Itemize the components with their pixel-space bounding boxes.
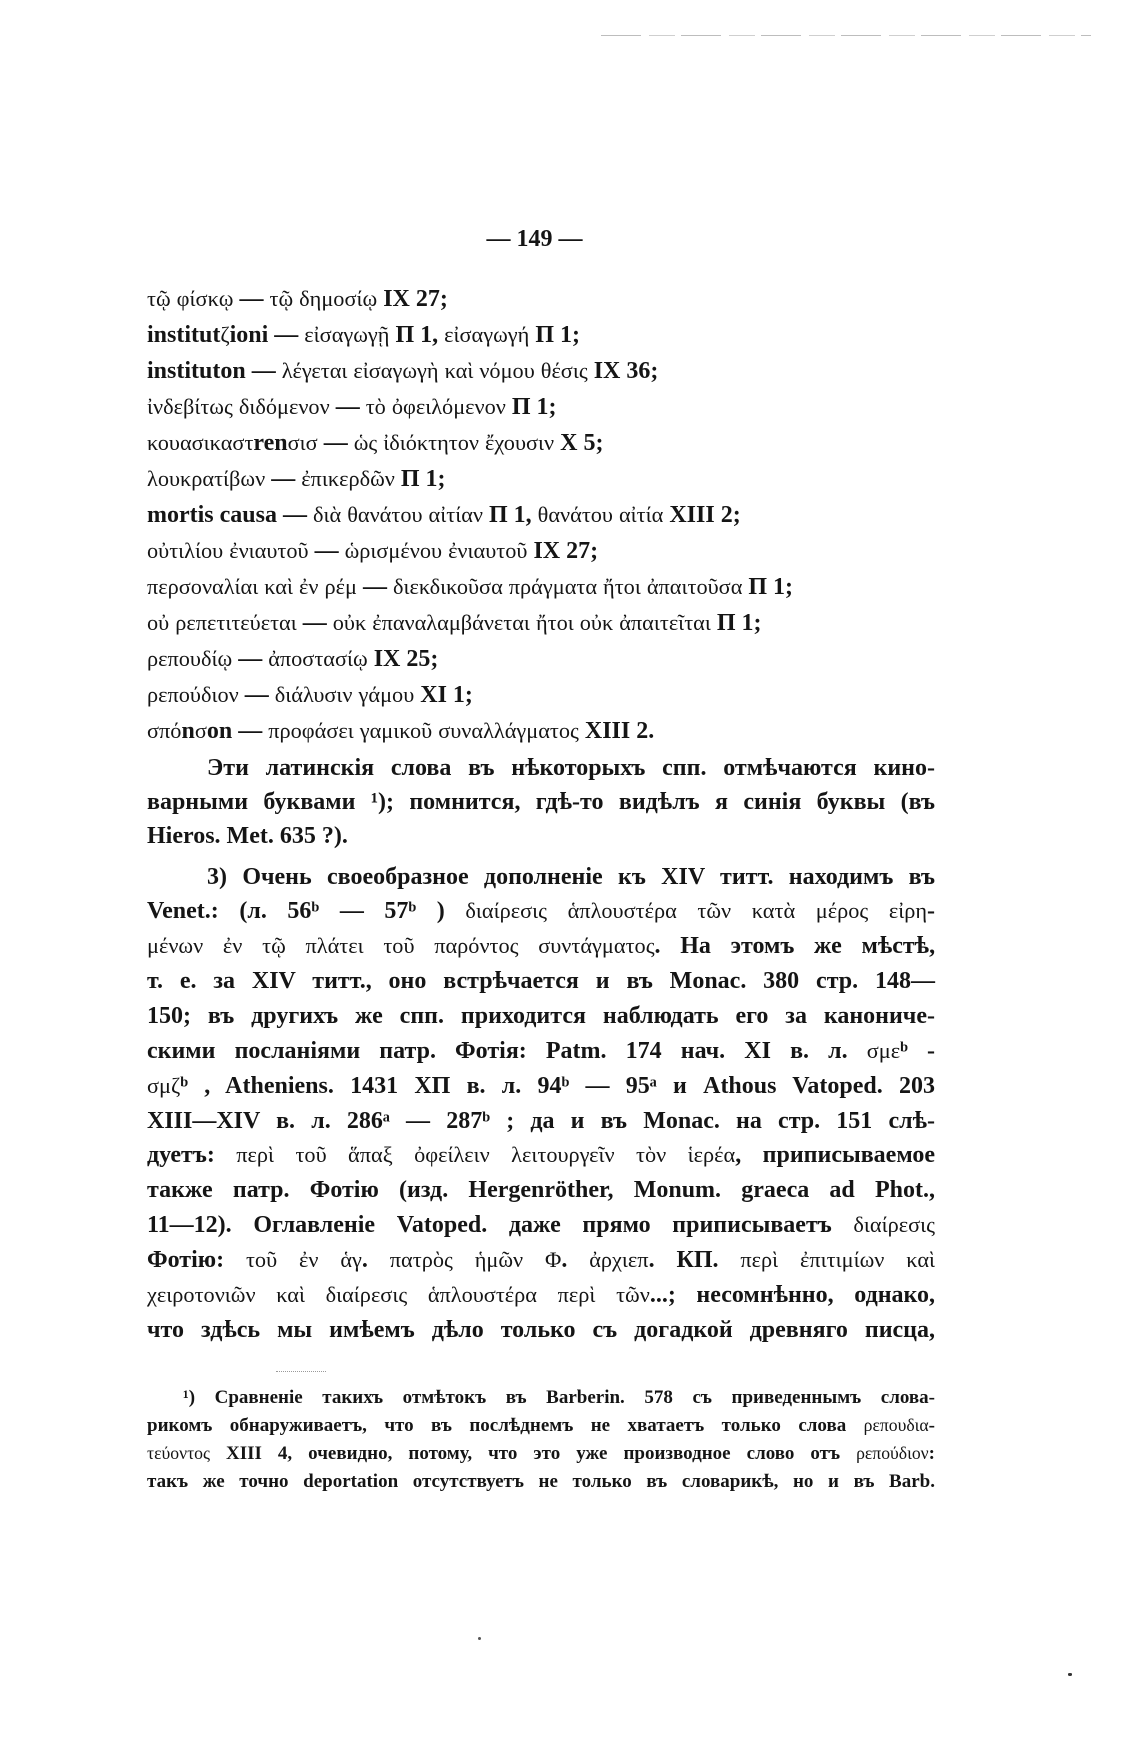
glossary-entry [147, 497, 935, 533]
line-text: рикомъ обнаруживаетъ, что въ послѣднемъ не хватаетъ только слова ρεπουδια- [147, 1414, 935, 1436]
greek-text: περσοναλίαι [147, 574, 259, 599]
greek-text: ἤτοι [535, 610, 574, 635]
glossary-entry [147, 317, 935, 353]
greek-text: ἐν [299, 1246, 319, 1272]
greek-text: ἁπλουστέρα [567, 898, 677, 924]
line-text: μένων ἐν τῷ πλάτει τοῦ παρόντος συντάγματος. На этомъ же мѣстѣ, [147, 933, 936, 960]
greek-text: ἐπιτιμίων [800, 1246, 885, 1272]
greek-text: εἰρη [888, 898, 928, 924]
greek-text: ἀπαιτεῖται [619, 610, 711, 635]
greek-text: συντάγματος [538, 933, 655, 959]
greek-text: ἡμῶν [474, 1246, 524, 1272]
paragraph-supplement-note [147, 860, 935, 1348]
greek-text: οὐτιλίου [147, 538, 224, 563]
paragraph-line [147, 1034, 935, 1069]
greek-text: διὰ [312, 502, 342, 527]
greek-text: σμζ [147, 1072, 181, 1098]
greek-text: ρεπούδιον [856, 1442, 929, 1463]
greek-text: σ [194, 718, 207, 743]
glossary-entry [147, 425, 935, 461]
greek-text: πατρὸς [389, 1246, 453, 1272]
footnote-line [147, 1384, 935, 1412]
paragraph-line [147, 1243, 935, 1278]
greek-text: ὀφείλειν [414, 1142, 490, 1168]
line-text: χειροτονιῶν καὶ διαίρεσις ἁπλουστέρα περὶ τῶν...; несомнѣнно, однако, [147, 1281, 936, 1308]
greek-text: τοῦ [383, 933, 415, 959]
greek-text: τῶν [697, 898, 732, 924]
greek-text: μέρος [815, 898, 869, 924]
greek-text: λουκρατίβων [147, 466, 266, 491]
greek-text: ἰνδεβίτως [147, 394, 233, 419]
greek-text: θανάτου [347, 502, 423, 527]
page-number: — 149 — [486, 226, 583, 252]
greek-text: καὶ [276, 1281, 305, 1307]
greek-text: περὶ [740, 1246, 779, 1272]
greek-text: πλάτει [305, 933, 364, 959]
greek-text: τοῦ [245, 1246, 278, 1272]
greek-text: περὶ [557, 1281, 596, 1307]
paragraph-line [147, 1278, 935, 1313]
greek-text: γάμου [358, 682, 415, 707]
glossary-entry [147, 641, 935, 677]
greek-text: ἁπλουστέρα [427, 1281, 537, 1307]
greek-text: ρεπετιτεύεται [175, 610, 297, 635]
glossary-entry [147, 677, 935, 713]
greek-text: τῷ [269, 286, 294, 311]
greek-text: ἰδιόκτητον [383, 430, 479, 455]
line-text: такъ же точно deportation отсутствуетъ не только въ словарикѣ, но и въ Barb. [147, 1470, 935, 1492]
greek-text: ἐν [222, 933, 243, 959]
greek-text: συναλλάγματος [438, 718, 579, 743]
paragraph-line [147, 964, 935, 999]
greek-text: ρεπουδια [863, 1414, 929, 1435]
glossary-entry [147, 713, 935, 749]
scan-speck [1068, 1673, 1072, 1676]
greek-text: τοῦ [295, 1142, 327, 1168]
scan-speck [478, 1637, 481, 1640]
greek-text: διάλυσιν [274, 682, 353, 707]
greek-text: καὶ [906, 1246, 936, 1272]
greek-text: κουασικαστ [147, 430, 254, 455]
greek-text: ὡς [353, 430, 378, 455]
greek-text: τῷ [147, 286, 171, 311]
greek-text: σπό [147, 718, 182, 743]
paragraph-line [147, 929, 935, 964]
line-text: 3) Очень своеобразное дополненіе къ XIV титт. находимъ въ [207, 863, 935, 890]
paragraph-line [147, 1208, 935, 1243]
greek-text: ἐπικερδῶν [301, 466, 395, 491]
greek-text: χειροτονιῶν [147, 1281, 256, 1307]
line-text: οὐ ρεπετιτεύεται — οὐκ ἐπαναλαμβάνεται ἤτοι οὐκ ἀπαιτεῖται П 1; [147, 610, 762, 636]
scan-edge-artifact [601, 35, 1091, 36]
line-text: σπόnσon — προφάσει γαμικοῦ συναλλάγματος XIII 2. [147, 718, 655, 744]
greek-text: Φ [545, 1246, 562, 1272]
line-text: ρεπούδιον — διάλυσιν γάμου XI 1; [147, 682, 473, 708]
greek-text: διδόμενον [238, 394, 330, 419]
greek-text: ὀφειλόμενον [391, 394, 506, 419]
paragraph-line [147, 860, 935, 895]
greek-text: τῷ [262, 933, 286, 959]
greek-text: διαίρεσις [465, 898, 547, 924]
line-text: 11—12). Оглавленіе Vatoped. даже прямо приписываетъ διαίρεσις [147, 1212, 935, 1239]
greek-text: οὐκ [579, 610, 614, 635]
paragraph-line [147, 1104, 935, 1139]
line-text: ἰνδεβίτως διδόμενον — τὸ ὀφειλόμενον П 1; [147, 394, 557, 420]
paragraph-line [147, 1138, 935, 1173]
greek-text: καὶ [444, 358, 474, 383]
line-text: λουκρατίβων — ἐπικερδῶν П 1; [147, 466, 446, 492]
line-text: Hieros. Met. 635 ?). [147, 823, 348, 849]
greek-text: αἰτίαν [428, 502, 483, 527]
line-text: что здѣсь мы имѣемъ дѣло только съ догадкой древняго писца, [147, 1316, 935, 1343]
glossary-entry [147, 533, 935, 569]
greek-text: ὡρισμένου [344, 538, 443, 563]
greek-text: ἐπαναλαμβάνεται [372, 610, 530, 635]
line-text: τεύοντος XIII 4, очевидно, потому, что это уже производное слово отъ ρεπούδιον: [147, 1442, 935, 1464]
glossary-entry [147, 461, 935, 497]
paragraph-line [147, 819, 935, 853]
greek-text: ζ [220, 322, 230, 347]
greek-text: κατὰ [751, 898, 796, 924]
greek-text: ἀπαιτοῦσα [646, 574, 743, 599]
greek-text: σμε [866, 1037, 901, 1063]
line-text: ¹) Сравненіе такихъ отмѣтокъ въ Barberin. 578 съ приведеннымъ слова- [183, 1387, 935, 1408]
footnote-separator [276, 1371, 326, 1372]
footnote [147, 1384, 935, 1496]
greek-text: ἅπαξ [348, 1142, 393, 1168]
greek-text: διαίρεσις [853, 1212, 935, 1238]
glossary-entry [147, 569, 935, 605]
greek-text: οὐκ [332, 610, 367, 635]
greek-text: μένων [147, 933, 204, 959]
greek-text: τὸ [365, 394, 386, 419]
line-text: Venet.: (л. 56ᵇ — 57ᵇ ) διαίρεσις ἁπλουστέρα τῶν κατὰ μέρος εἰρη- [147, 898, 936, 925]
line-text: 150; въ другихъ же спп. приходится наблюдать его за канониче- [147, 1002, 935, 1029]
greek-text: δημοσίῳ [299, 286, 378, 311]
glossary-entry [147, 605, 935, 641]
greek-text: ἀποστασίῳ [268, 646, 368, 671]
greek-text: λέγεται [281, 358, 348, 383]
greek-text: ἱερέα [687, 1142, 736, 1168]
greek-text: ἐνιαυτοῦ [229, 538, 309, 563]
line-text: περσοναλίαι καὶ ἐν ρέμ — διεκδικοῦσα πράγματα ἤτοι ἀπαιτοῦσα П 1; [147, 574, 794, 600]
footnote-line [147, 1440, 935, 1468]
line-text: Эти латинскія слова въ нѣкоторыхъ спп. отмѣчаются кино- [207, 755, 935, 781]
greek-text: ἐν [299, 574, 319, 599]
greek-text: περὶ [236, 1142, 275, 1168]
greek-text: λειτουργεῖν [511, 1142, 615, 1168]
greek-text: ἁγ [340, 1246, 362, 1272]
greek-text: ἔχουσιν [485, 430, 555, 455]
paragraph-cinnabar-letters [147, 751, 935, 853]
glossary-entry [147, 281, 935, 317]
greek-text: εἰσαγωγή [444, 322, 530, 347]
paragraph-line [147, 751, 935, 785]
greek-text: πράγματα [508, 574, 598, 599]
greek-text: οὐ [147, 610, 170, 635]
greek-text: ρέμ [324, 574, 357, 599]
line-text: τῷ φίσκῳ — τῷ δημοσίῳ IX 27; [147, 286, 448, 312]
greek-text: καὶ [264, 574, 293, 599]
greek-text: ἤτοι [603, 574, 641, 599]
glossary-entry [147, 389, 935, 425]
line-text: также патр. Фотію (изд. Hergenröther, Monum. graeca ad Phot., [147, 1177, 935, 1204]
greek-text: τὸν [636, 1142, 667, 1168]
line-text: mortis causa — διὰ θανάτου αἰτίαν П 1, θανάτου αἰτία XIII 2; [147, 502, 741, 528]
paragraph-line [147, 1313, 935, 1348]
greek-text: αἰτία [618, 502, 664, 527]
greek-text: θέσις [540, 358, 588, 383]
greek-text: ἀρχιεπ [589, 1246, 649, 1272]
glossary-entry [147, 353, 935, 389]
line-text: σμζᵇ , Atheniens. 1431 XП в. л. 94ᵇ — 95ᵃ и Athous Vatoped. 203 [147, 1072, 935, 1099]
greek-text: ρεπουδίῳ [147, 646, 233, 671]
greek-text: νόμου [479, 358, 535, 383]
greek-text: διαίρεσις [325, 1281, 408, 1307]
line-text: οὐτιλίου ἐνιαυτοῦ — ὡρισμένου ἐνιαυτοῦ IX 27; [147, 538, 599, 564]
greek-text: εἰσαγωγὴ [353, 358, 439, 383]
line-text: instituton — λέγεται εἰσαγωγὴ καὶ νόμου θέσις IX 36; [147, 358, 659, 384]
greek-text: θανάτου [537, 502, 613, 527]
paragraph-line [147, 1173, 935, 1208]
paragraph-line [147, 1069, 935, 1104]
line-text: скими посланіями патр. Фотія: Patm. 174 нач. XI в. л. σμεᵇ - [147, 1037, 935, 1064]
greek-text: παρόντος [434, 933, 519, 959]
line-text: XIII—XIV в. л. 286ᵃ — 287ᵇ ; да и въ Monac. на стр. 151 слѣ- [147, 1107, 935, 1134]
greek-text: γαμικοῦ [359, 718, 433, 743]
line-text: Фотію: τοῦ ἐν ἁγ. πατρὸς ἡμῶν Φ. ἀρχιεπ. КП. περὶ ἐπιτιμίων καὶ [147, 1246, 936, 1273]
paragraph-line [147, 894, 935, 929]
greek-text: τεύοντος [147, 1442, 210, 1463]
footnote-line [147, 1412, 935, 1440]
glossary-list [147, 281, 935, 749]
greek-text: φίσκῳ [176, 286, 234, 311]
greek-text: σισ [287, 430, 318, 455]
paragraph-line [147, 999, 935, 1034]
footnote-line [147, 1468, 935, 1496]
paragraph-line [147, 785, 935, 819]
greek-text: ἐνιαυτοῦ [448, 538, 528, 563]
greek-text: προφάσει [268, 718, 354, 743]
greek-text: τῶν [616, 1281, 650, 1307]
line-text: κουασικαστrenσισ — ὡς ἰδιόκτητον ἔχουσιν X 5; [147, 430, 604, 456]
line-text: т. е. за XIV титт., оно встрѣчается и въ Monac. 380 стр. 148— [147, 968, 935, 995]
line-text: institutζioni — εἰσαγωγῇ П 1, εἰσαγωγή П 1; [147, 322, 580, 348]
greek-text: διεκδικοῦσα [392, 574, 503, 599]
greek-text: ρεπούδιον [147, 682, 239, 707]
greek-text: εἰσαγωγῇ [304, 322, 390, 347]
line-text: дуетъ: περὶ τοῦ ἅπαξ ὀφείλειν λειτουργεῖν τὸν ἱερέα, приписываемое [147, 1142, 936, 1169]
line-text: ρεπουδίῳ — ἀποστασίῳ IX 25; [147, 646, 439, 672]
line-text: варными буквами ¹); помнится, гдѣ-то видѣлъ я синія буквы (въ [147, 789, 935, 815]
